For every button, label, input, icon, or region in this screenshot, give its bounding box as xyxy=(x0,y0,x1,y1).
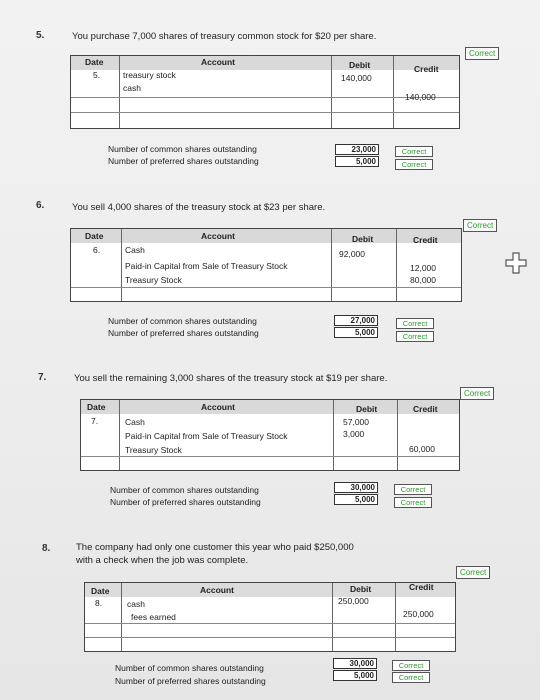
common-shares-input[interactable]: 23,000 xyxy=(335,144,379,155)
common-correct-badge: Correct xyxy=(392,660,430,671)
header-debit: Debit xyxy=(356,404,378,414)
question-text: The company had only one customer this year who paid $250,000 xyxy=(76,542,354,553)
question-number: 7. xyxy=(38,372,47,383)
question-text: You sell the remaining 3,000 shares of the treasury stock at $19 per share. xyxy=(74,373,388,384)
header-credit: Credit xyxy=(413,404,438,414)
common-shares-label: Number of common shares outstanding xyxy=(110,485,259,495)
col-divider xyxy=(121,583,122,651)
common-shares-label: Number of common shares outstanding xyxy=(115,663,264,673)
entry-date: 6. xyxy=(93,245,101,255)
account-cell[interactable]: Paid-in Capital from Sale of Treasury Stock xyxy=(125,261,288,271)
preferred-shares-label: Number of preferred shares outstanding xyxy=(108,156,259,166)
preferred-correct-badge: Correct xyxy=(395,159,433,170)
credit-cell[interactable]: 250,000 xyxy=(403,609,434,619)
row-divider xyxy=(71,287,461,288)
preferred-shares-input[interactable]: 5,000 xyxy=(334,327,378,338)
account-cell[interactable]: Cash xyxy=(125,417,145,427)
entry-date: 8. xyxy=(95,598,103,608)
common-shares-label: Number of common shares outstanding xyxy=(108,316,257,326)
question-number: 6. xyxy=(36,200,45,211)
credit-cell[interactable]: 60,000 xyxy=(409,444,435,454)
debit-cell[interactable]: 140,000 xyxy=(341,73,372,83)
col-divider xyxy=(331,56,332,128)
question-text: You sell 4,000 shares of the treasury stock at $23 per share. xyxy=(72,202,326,213)
journal-table xyxy=(70,228,462,302)
row-divider xyxy=(81,456,459,457)
table-header xyxy=(71,229,461,243)
row-divider xyxy=(85,623,455,624)
account-cell[interactable]: Treasury Stock xyxy=(125,445,182,455)
table-header xyxy=(85,583,455,597)
col-divider xyxy=(119,400,120,470)
table-header xyxy=(71,56,459,70)
account-cell[interactable]: cash xyxy=(127,599,145,609)
header-account: Account xyxy=(200,585,234,595)
preferred-correct-badge: Correct xyxy=(392,672,430,683)
journal-table xyxy=(70,55,460,129)
preferred-shares-label: Number of preferred shares outstanding xyxy=(108,328,259,338)
correct-badge: Correct xyxy=(456,566,490,579)
correct-badge: Correct xyxy=(463,219,497,232)
preferred-shares-input[interactable]: 5,000 xyxy=(334,494,378,505)
common-shares-input[interactable]: 27,000 xyxy=(334,315,378,326)
row-divider xyxy=(71,97,459,98)
debit-cell[interactable]: 3,000 xyxy=(343,429,365,439)
header-debit: Debit xyxy=(349,60,371,70)
col-divider xyxy=(119,56,120,128)
row-divider xyxy=(85,637,455,638)
journal-table xyxy=(80,399,460,471)
preferred-correct-badge: Correct xyxy=(394,497,432,508)
preferred-shares-label: Number of preferred shares outstanding xyxy=(110,497,261,507)
common-shares-input[interactable]: 30,000 xyxy=(334,482,378,493)
account-cell[interactable]: fees earned xyxy=(131,612,176,622)
question-text-line2: with a check when the job was complete. xyxy=(76,555,249,566)
col-divider xyxy=(396,229,397,301)
col-divider xyxy=(393,56,394,128)
common-correct-badge: Correct xyxy=(396,318,434,329)
col-divider xyxy=(333,400,334,470)
table-header xyxy=(81,400,459,414)
header-date: Date xyxy=(85,231,104,241)
header-credit: Credit xyxy=(409,582,434,592)
journal-table xyxy=(84,582,456,652)
debit-cell[interactable]: 57,000 xyxy=(343,417,369,427)
preferred-shares-input[interactable]: 5,000 xyxy=(335,156,379,167)
preferred-shares-label: Number of preferred shares outstanding xyxy=(115,676,266,686)
header-debit: Debit xyxy=(352,234,374,244)
common-shares-input[interactable]: 30,000 xyxy=(333,658,377,669)
credit-cell[interactable]: 12,000 xyxy=(410,263,436,273)
account-cell[interactable]: treasury stock xyxy=(123,70,176,80)
preferred-correct-badge: Correct xyxy=(396,331,434,342)
col-divider xyxy=(332,583,333,651)
header-account: Account xyxy=(201,402,235,412)
col-divider xyxy=(397,400,398,470)
question-number: 5. xyxy=(36,30,45,41)
common-correct-badge: Correct xyxy=(394,484,432,495)
header-credit: Credit xyxy=(413,235,438,245)
account-cell[interactable]: Cash xyxy=(125,245,145,255)
header-credit: Credit xyxy=(414,64,439,74)
common-correct-badge: Correct xyxy=(395,146,433,157)
preferred-shares-input[interactable]: 5,000 xyxy=(333,670,377,681)
credit-cell[interactable]: 140,000 xyxy=(405,92,436,102)
common-shares-label: Number of common shares outstanding xyxy=(108,144,257,154)
header-debit: Debit xyxy=(350,584,372,594)
correct-badge: Correct xyxy=(465,47,499,60)
entry-date: 5. xyxy=(93,70,101,80)
debit-cell[interactable]: 250,000 xyxy=(338,596,369,606)
correct-badge: Correct xyxy=(460,387,494,400)
header-date: Date xyxy=(91,586,110,596)
entry-date: 7. xyxy=(91,416,99,426)
account-cell[interactable]: cash xyxy=(123,83,141,93)
question-number: 8. xyxy=(42,543,51,554)
col-divider xyxy=(331,229,332,301)
col-divider xyxy=(121,229,122,301)
account-cell[interactable]: Paid-in Capital from Sale of Treasury Stock xyxy=(125,431,288,441)
debit-cell[interactable]: 92,000 xyxy=(339,249,365,259)
header-account: Account xyxy=(201,231,235,241)
header-date: Date xyxy=(85,57,104,67)
account-cell[interactable]: Treasury Stock xyxy=(125,275,182,285)
credit-cell[interactable]: 80,000 xyxy=(410,275,436,285)
question-text: You purchase 7,000 shares of treasury common stock for $20 per share. xyxy=(72,31,377,42)
header-date: Date xyxy=(87,402,106,412)
col-divider xyxy=(395,583,396,651)
row-divider xyxy=(71,112,459,113)
move-cross-icon xyxy=(505,252,527,274)
header-account: Account xyxy=(201,57,235,67)
